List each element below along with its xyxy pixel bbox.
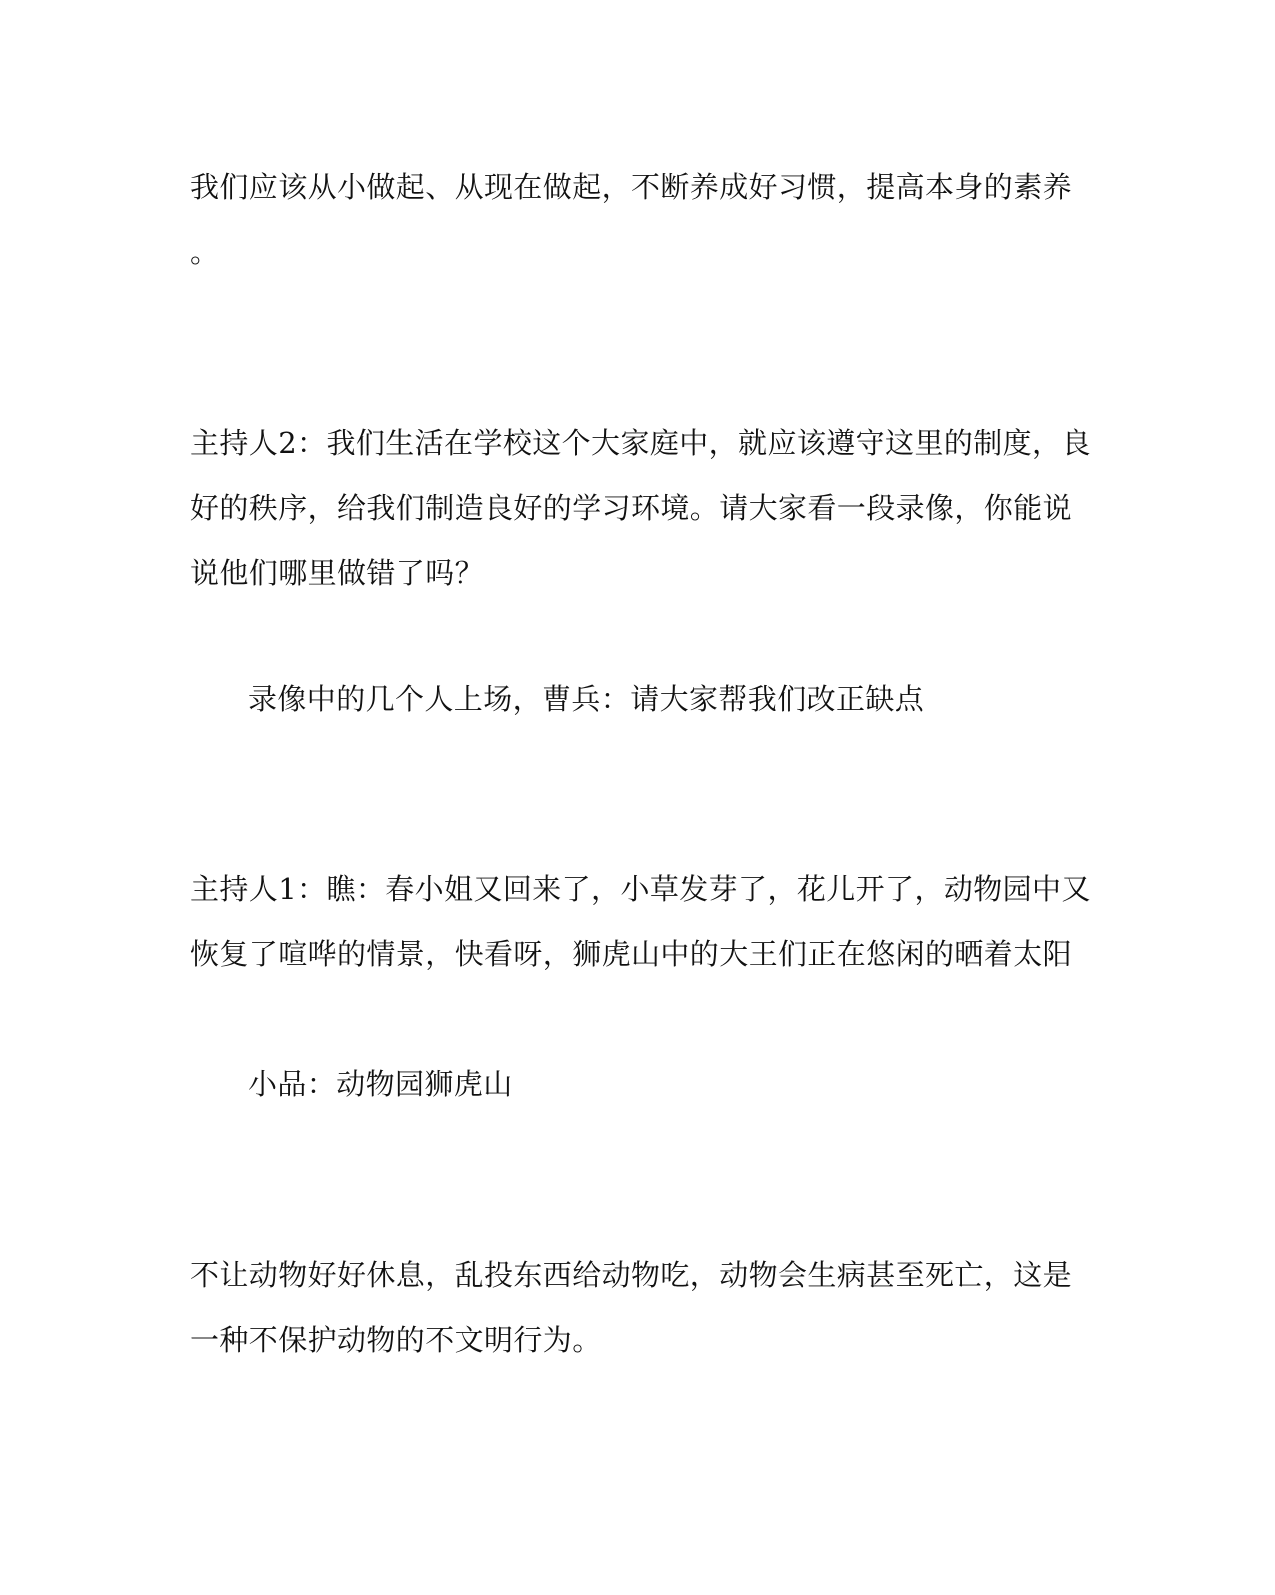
paragraph-1-line-1: 我们应该从小做起、从现在做起，不断养成好习惯，提高本身的素养	[190, 170, 1073, 204]
paragraph-4-line-2: 恢复了喧哗的情景，快看呀，狮虎山中的大王们正在悠闲的晒着太阳	[190, 937, 1073, 971]
paragraph-2-line-3: 说他们哪里做错了吗？	[190, 556, 485, 590]
paragraph-4-line-1: 主持人1：瞧：春小姐又回来了，小草发芽了，花儿开了，动物园中又	[190, 872, 1091, 906]
paragraph-5-line-1: 小品：动物园狮虎山	[248, 1067, 513, 1101]
paragraph-2-line-2: 好的秩序，给我们制造良好的学习环境。请大家看一段录像，你能说	[190, 491, 1073, 525]
paragraph-3-line-1: 录像中的几个人上场，曹兵：请大家帮我们改正缺点	[248, 682, 925, 716]
paragraph-6-line-1: 不让动物好好休息，乱投东西给动物吃，动物会生病甚至死亡，这是	[190, 1258, 1073, 1292]
paragraph-6-line-2: 一种不保护动物的不文明行为。	[190, 1323, 602, 1357]
paragraph-2-line-1: 主持人2：我们生活在学校这个大家庭中，就应该遵守这里的制度，良	[190, 426, 1091, 460]
paragraph-1-line-2: 。	[190, 235, 220, 269]
